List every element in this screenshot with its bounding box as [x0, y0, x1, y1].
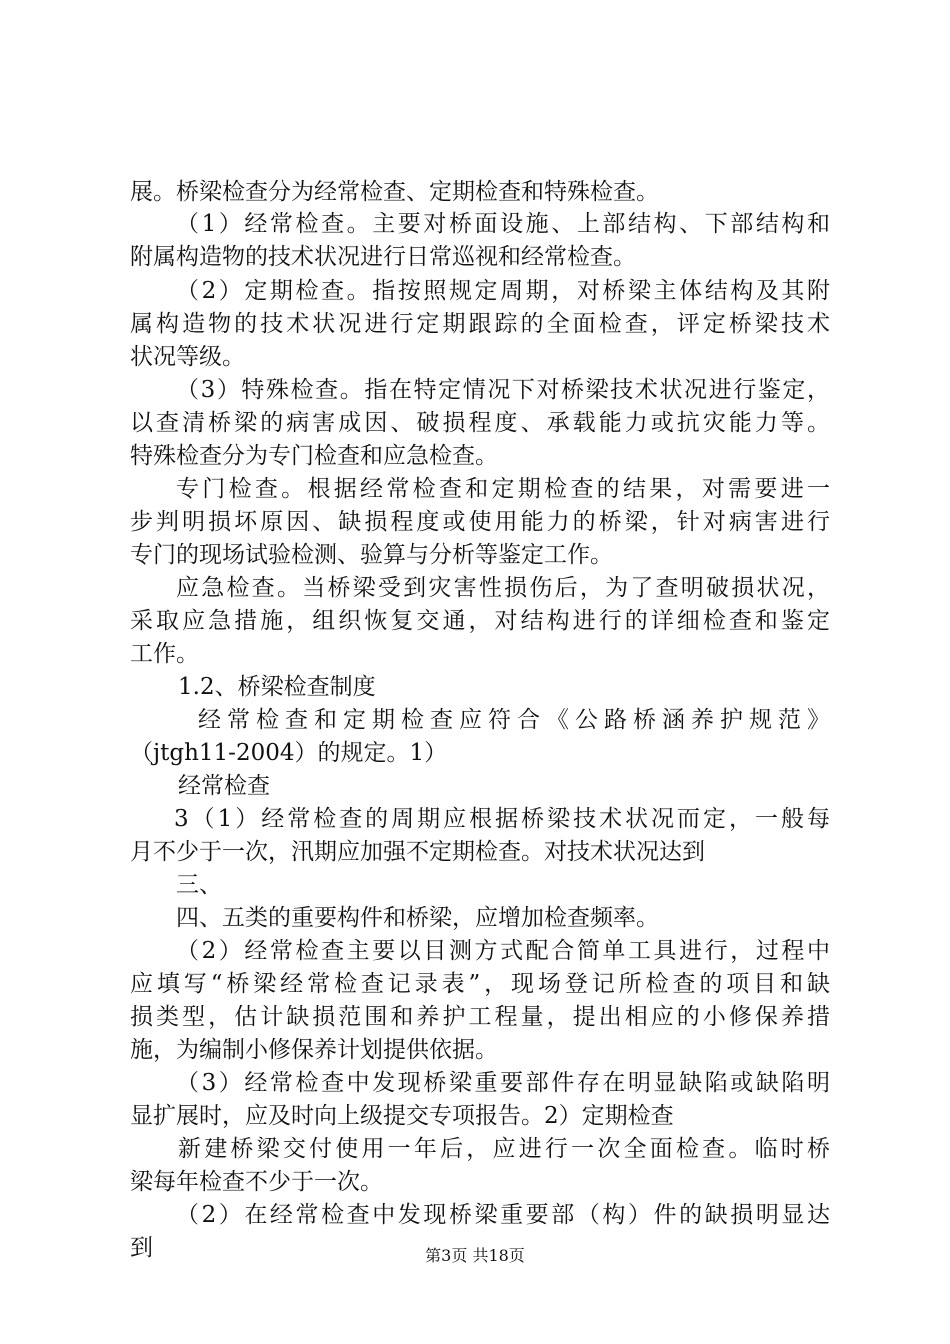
text-line: 附属构造物的技术状况进行日常巡视和经常检查。 — [130, 244, 636, 270]
text-line: 采取应急措施，组织恢复交通，对结构进行的详细检查和鉴定 — [130, 608, 830, 634]
text-line: 应急检查。当桥梁受到灾害性损伤后，为了查明破损状况， — [176, 575, 830, 601]
text-line: 四、五类的重要构件和桥梁，应增加检查频率。 — [176, 905, 659, 931]
text-line: （3）经常检查中发现桥梁重要部件存在明显缺陷或缺陷明 — [176, 1070, 830, 1096]
text-line: 以查清桥梁的病害成因、破损程度、承载能力或抗灾能力等。 — [130, 410, 830, 436]
page-number-footer: 第3页 共18页 — [425, 1246, 525, 1265]
text-line: （2）在经常检查中发现桥梁重要部（构）件的缺损明显达 — [176, 1202, 830, 1228]
text-line: 工作。 — [130, 641, 199, 667]
text-line: （2）定期检查。指按照规定周期，对桥梁主体结构及其附 — [176, 278, 830, 304]
text-line: 三、 — [176, 872, 222, 898]
text-line: 专门检查。根据经常检查和定期检查的结果，对需要进一 — [176, 476, 830, 502]
text-line: 特殊检查分为专门检查和应急检查。 — [130, 443, 498, 469]
text-line: 施，为编制小修保养计划提供依据。 — [130, 1037, 498, 1063]
text-line: 梁每年检查不少于一次。 — [130, 1169, 383, 1195]
text-line: 月不少于一次，汛期应加强不定期检查。对技术状况达到 — [130, 839, 705, 865]
section-heading: 1.2、桥梁检查制度 — [178, 674, 376, 700]
text-line: （3）特殊检查。指在特定情况下对桥梁技术状况进行鉴定， — [176, 377, 830, 403]
text-line: 状况等级。 — [130, 344, 245, 370]
text-line: （jtgh11-2004）的规定。1） — [130, 740, 448, 766]
text-line: 应填写“桥梁经常检查记录表”，现场登记所检查的项目和缺 — [130, 971, 830, 997]
text-line: （2）经常检查主要以目测方式配合简单工具进行，过程中 — [176, 938, 830, 964]
text-line: 步判明损坏原因、缺损程度或使用能力的桥梁，针对病害进行 — [130, 509, 830, 535]
text-line: 损类型，估计缺损范围和养护工程量，提出相应的小修保养措 — [130, 1004, 830, 1030]
text-line: 到 — [130, 1235, 153, 1261]
text-line: 新建桥梁交付使用一年后，应进行一次全面检查。临时桥 — [178, 1136, 830, 1162]
text-line: （1）经常检查。主要对桥面设施、上部结构、下部结构和 — [176, 211, 830, 237]
text-line: 属构造物的技术状况进行定期跟踪的全面检查，评定桥梁技术 — [130, 311, 830, 337]
text-line: 显扩展时，应及时向上级提交专项报告。2）定期检查 — [130, 1103, 674, 1129]
text-line: 经常检查和定期检查应符合《公路桥涵养护规范》 — [198, 707, 830, 733]
text-line: 专门的现场试验检测、验算与分析等鉴定工作。 — [130, 542, 613, 568]
text-line: 展。桥梁检查分为经常检查、定期检查和特殊检查。 — [130, 179, 659, 205]
text-line: 经常检查 — [178, 773, 270, 799]
text-line: 3（1）经常检查的周期应根据桥梁技术状况而定，一般每 — [174, 806, 830, 832]
